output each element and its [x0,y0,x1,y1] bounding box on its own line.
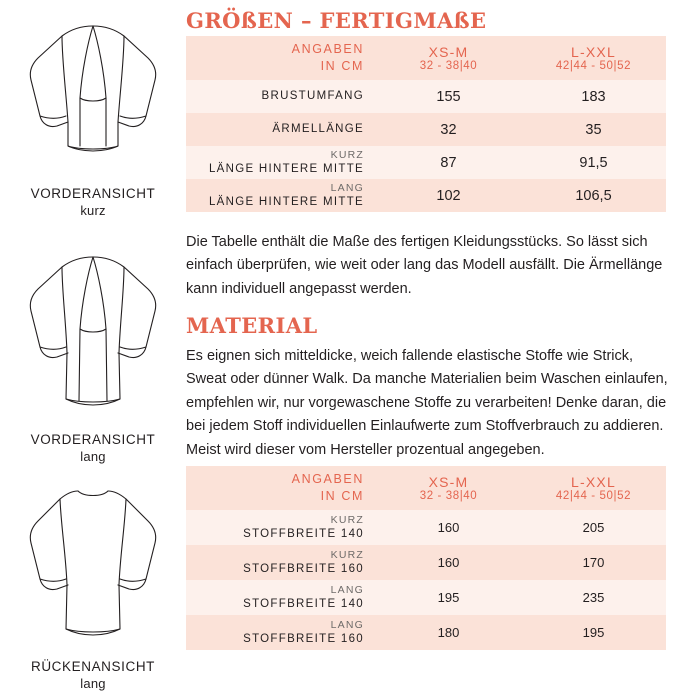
garment-front-long-icon [18,243,168,428]
row-value-xs-m: 160 [376,545,521,580]
row-label-main: BRUSTUMFANG [261,90,364,103]
table-row [186,510,666,545]
header-col1-range: 32 - 38|40 [419,490,478,502]
row-value-xs-m: 195 [376,580,521,615]
row-label [186,615,376,650]
table-row [186,146,666,179]
row-value-l-xxl: 183 [521,80,666,113]
header-col-l-xxl [521,36,666,80]
row-label-main: LÄNGE HINTERE MITTE [208,162,364,175]
header-col2-size: L-XXL [571,474,616,490]
row-label-main: STOFFBREITE 160 [243,632,364,645]
caption-sub: lang [80,675,106,691]
table-row [186,113,666,146]
caption-vorderansicht-kurz [0,186,186,219]
row-value-xs-m: 102 [376,179,521,212]
header-label-line1: ANGABEN [291,472,364,487]
row-label [186,146,376,179]
row-value-xs-m: 155 [376,80,521,113]
row-label [186,179,376,212]
caption-vorderansicht-lang [0,432,186,465]
row-label-thin: LANG [330,583,364,596]
row-value-l-xxl: 91,5 [521,146,666,179]
row-label [186,510,376,545]
row-label-main: LÄNGE HINTERE MITTE [208,195,364,208]
header-col-l-xxl [521,466,666,510]
row-label-main: STOFFBREITE 160 [243,562,364,575]
measurements-table [186,36,666,212]
caption-rueckenansicht-lang [0,659,186,692]
header-col2-size: L-XXL [571,44,616,60]
row-label-thin: LANG [330,181,364,194]
table-header-row [186,36,666,80]
row-value-xs-m: 180 [376,615,521,650]
garment-back-long-icon [18,475,168,655]
row-label [186,545,376,580]
table-row [186,80,666,113]
header-col-xs-m [376,36,521,80]
row-value-l-xxl: 205 [521,510,666,545]
row-label [186,80,376,113]
row-label [186,113,376,146]
paragraph-material-note: Es eignen sich mitteldicke, weich fallende elastische Stoffe wie Strick, Sweat oder dünner Walk. Da manche Materialien beim Waschen einlaufen, empfehlen wir, nur vorgewaschene Stoffe zu verarbeiten! Denke daran, die bei jedem Stoff individuellen Einlaufwerte zum Stoffverbrauch zu addieren. Meist wird dieser vom Hersteller prozentual angegeben. [186,348,668,458]
row-value-xs-m: 160 [376,510,521,545]
table-row [186,580,666,615]
row-value-l-xxl: 195 [521,615,666,650]
row-value-xs-m: 87 [376,146,521,179]
header-col1-range: 32 - 38|40 [419,60,478,72]
caption-sub: kurz [80,202,106,218]
row-label-main: ÄRMELLÄNGE [272,123,364,136]
illustration-rueckenansicht-lang [0,475,186,692]
section-title-sizes: GRÖßEN – FERTIGMAßE [186,8,487,33]
header-label-line1: ANGABEN [291,42,364,57]
content-column [186,0,680,680]
header-col1-size: XS-M [428,44,469,60]
illustration-vorderansicht-lang [0,243,186,465]
row-value-l-xxl: 35 [521,113,666,146]
header-col-xs-m [376,466,521,510]
header-label-line2: IN CM [320,59,364,73]
caption-sub: lang [80,448,106,464]
header-col2-range: 42|44 - 50|52 [555,490,632,502]
table-header-row [186,466,666,510]
table-row [186,615,666,650]
row-label-main: STOFFBREITE 140 [243,597,364,610]
table-row [186,545,666,580]
section-title-material: MATERIAL [186,313,318,338]
header-col2-range: 42|44 - 50|52 [555,60,632,72]
fabric-usage-table [186,466,666,650]
header-label-line2: IN CM [320,489,364,503]
row-label-thin: KURZ [330,513,364,526]
illustration-vorderansicht-kurz [0,12,186,219]
row-label [186,580,376,615]
row-label-thin: LANG [330,618,364,631]
illustration-column [0,0,186,691]
row-label-thin: KURZ [330,148,364,161]
caption-main: VORDERANSICHT [30,432,156,447]
garment-front-short-icon [18,12,168,182]
row-value-l-xxl: 170 [521,545,666,580]
header-label-cell [186,466,376,510]
row-label-thin: KURZ [330,548,364,561]
caption-main: VORDERANSICHT [30,186,156,201]
caption-main: RÜCKENANSICHT [30,659,156,674]
row-label-main: STOFFBREITE 140 [243,527,364,540]
row-value-xs-m: 32 [376,113,521,146]
table-row [186,179,666,212]
paragraph-table-note: Die Tabelle enthält die Maße des fertigen Kleidungsstücks. So lässt sich einfach überprüfen, wie weit oder lang das Modell ausfällt. Die Ärmellänge kann individuell angepasst werden. [186,234,663,297]
header-col1-size: XS-M [428,474,469,490]
row-value-l-xxl: 106,5 [521,179,666,212]
header-label-cell [186,36,376,80]
row-value-l-xxl: 235 [521,580,666,615]
